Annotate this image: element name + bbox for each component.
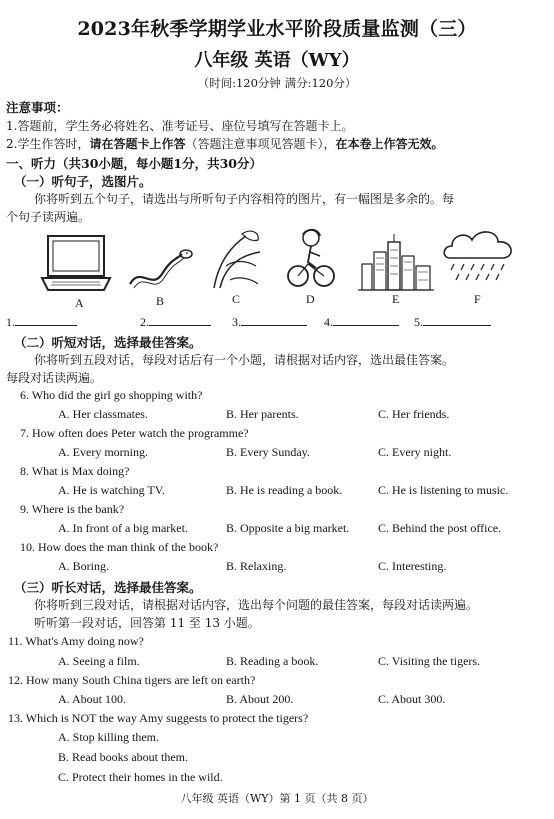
answer-blank-2[interactable]: 2. (140, 313, 211, 330)
q6-option-b[interactable]: B. Her parents. (226, 407, 299, 421)
laptop-picture (38, 234, 114, 296)
part-1-heading: （一）听句子，选图片。 (14, 174, 152, 189)
q11-option-b[interactable]: B. Reading a book. (226, 654, 319, 668)
rain-cloud-picture (440, 226, 520, 288)
q10-option-a[interactable]: A. Boring. (58, 559, 109, 573)
plant-picture (206, 226, 268, 292)
answer-blank-1[interactable]: 1. (6, 313, 77, 330)
part-2-heading: （二）听短对话，选择最佳答案。 (14, 335, 202, 350)
q11-option-a[interactable]: A. Seeing a film. (58, 654, 140, 668)
q11-option-c[interactable]: C. Visiting the tigers. (378, 654, 481, 668)
page-title: 2023年秋季学期学业水平阶段质量监测（三） (77, 18, 477, 40)
q7-option-b[interactable]: B. Every Sunday. (226, 445, 310, 459)
page-subtitle: 八年级 英语（WY） (194, 50, 360, 71)
q8-option-b[interactable]: B. He is reading a book. (226, 483, 343, 497)
picture-label-e: E (392, 292, 400, 306)
q8-option-a[interactable]: A. He is watching TV. (58, 483, 165, 497)
notes-heading: 注意事项： (6, 100, 69, 115)
cyclist-picture (286, 226, 336, 290)
q13-option-c[interactable]: C. Protect their homes in the wild. (58, 770, 223, 784)
picture-label-a: A (75, 296, 84, 310)
picture-label-b: B (156, 294, 165, 308)
page-footer: 八年级 英语（WY）第 1 页（共 8 页） (180, 792, 374, 805)
picture-label-c: C (232, 292, 241, 306)
part-2-instruction-line2: 每段对话读两遍。 (6, 371, 103, 385)
question-11: 11. What's Amy doing now? (8, 634, 144, 648)
q12-option-b[interactable]: B. About 200. (226, 692, 294, 706)
part-3-instruction-line1: 你将听到三段对话，请根据对话内容，选出每个问题的最佳答案，每段对话读两遍。 (34, 598, 479, 612)
q12-option-a[interactable]: A. About 100. (58, 692, 127, 706)
q13-option-a[interactable]: A. Stop killing them. (58, 730, 160, 744)
answer-blank-5[interactable]: 5. (414, 313, 491, 330)
question-13: 13. Which is NOT the way Amy suggests to protect the tigers? (8, 711, 309, 725)
answer-blank-3[interactable]: 3. (232, 313, 307, 330)
question-9: 9. Where is the bank? (20, 502, 125, 516)
picture-label-d: D (306, 292, 315, 306)
section-1-heading: 一、听力（共30小题，每小题1分，共30分） (6, 156, 262, 171)
q13-option-b[interactable]: B. Read books about them. (58, 750, 188, 764)
q8-option-c[interactable]: C. He is listening to music. (378, 483, 509, 497)
part-3-instruction-line2: 听听第一段对话，回答第 11 至 13 小题。 (34, 616, 260, 630)
q6-option-a[interactable]: A. Her classmates. (58, 407, 148, 421)
question-10: 10. How does the man think of the book? (20, 540, 219, 554)
q9-option-a[interactable]: A. In front of a big market. (58, 521, 188, 535)
q7-option-c[interactable]: C. Every night. (378, 445, 452, 459)
part-3-heading: （三）听长对话，选择最佳答案。 (14, 580, 202, 595)
part-1-instruction-line1: 你将听到五个句子，请选出与所听句子内容相符的图片，有一幅图是多余的。每 (34, 192, 455, 206)
question-8: 8. What is Max doing? (20, 464, 130, 478)
q6-option-c[interactable]: C. Her friends. (378, 407, 450, 421)
q9-option-b[interactable]: B. Opposite a big market. (226, 521, 350, 535)
picture-label-f: F (474, 292, 481, 306)
part-1-instruction-line2: 个句子读两遍。 (6, 210, 91, 224)
time-score-line: （时间:120分钟 满分:120分） (197, 76, 357, 90)
q7-option-a[interactable]: A. Every morning. (58, 445, 148, 459)
snake-picture (124, 244, 196, 294)
note-1: 1.答题前，学生务必将姓名、准考证号、座位号填写在答题卡上。 (6, 119, 354, 133)
answer-blank-4[interactable]: 4. (324, 313, 399, 330)
q10-option-c[interactable]: C. Interesting. (378, 559, 447, 573)
question-7: 7. How often does Peter watch the programme? (20, 426, 249, 440)
note-2: 2.学生作答时，请在答题卡上作答（答题注意事项见答题卡），在本卷上作答无效。 (6, 137, 444, 151)
question-12: 12. How many South China tigers are left on earth? (8, 673, 256, 687)
q12-option-c[interactable]: C. About 300. (378, 692, 446, 706)
q10-option-b[interactable]: B. Relaxing. (226, 559, 287, 573)
city-buildings-picture (358, 234, 434, 292)
question-6: 6. Who did the girl go shopping with? (20, 388, 203, 402)
part-2-instruction-line1: 你将听到五段对话，每段对话后有一个小题，请根据对话内容，选出最佳答案。 (34, 353, 455, 367)
q9-option-c[interactable]: C. Behind the post office. (378, 521, 502, 535)
